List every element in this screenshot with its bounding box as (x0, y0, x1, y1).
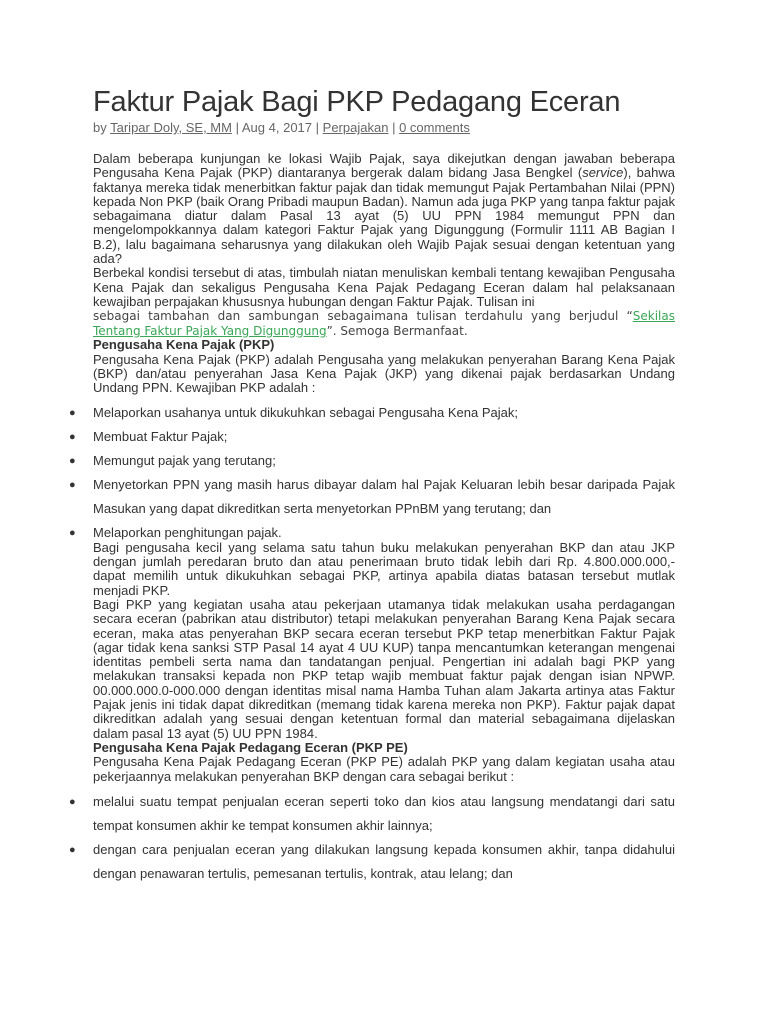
list-item-text: melalui suatu tempat penjualan eceran seperti toko dan kios atau langsung mendatangi dari satu tempat konsumen akhir ke tempat konsumen akhir lainnya; (93, 793, 675, 833)
list-item (69, 525, 675, 541)
meta-by: by (93, 120, 107, 135)
article-meta (93, 120, 675, 136)
list-item-text: Memungut pajak yang terutang; (93, 453, 276, 469)
list-item (69, 790, 675, 838)
paragraph-text: sebagai tambahan dan sambungan sebagaimana tulisan terdahulu yang berjudul “ (93, 309, 633, 324)
paragraph-text: ), bahwa faktanya mereka tidak menerbitkan faktur pajak dan tidak memungut Pajak Pertambahan Nilai (PPN) kepada Non PKP (baik Orang Pribadi maupun Badan). Namun ada juga PKP yang tanpa faktur pajak sebagaimana diatur dalam Pasal 13 ayat (5) UU PPN 1984 memungut PPN dan mengelompokkannya dalam kategori Faktur Pajak yang Digunggung (Formulir 1111 AB Bagian I B.2), lalu bagaimana seharusnya yang dilakukan oleh Wajib Pajak sesuai dengan ketentuan yang ada? (93, 165, 676, 267)
list-item (69, 425, 675, 449)
list-item-text: Membuat Faktur Pajak; (93, 429, 228, 445)
meta-separator: | (235, 120, 239, 135)
list-item (69, 473, 675, 521)
paragraph-intro (93, 152, 675, 266)
paragraph-text: Dalam beberapa kunjungan ke lokasi Wajib Pajak, saya dikejutkan dengan jawaban beberapa Pengusaha Kena Pajak (PKP) diantaranya bergerak dalam bidang Jasa Bengkel ( (93, 151, 675, 181)
paragraph-retail-delivery: Bagi PKP yang kegiatan usaha atau pekerjaan utamanya tidak melakukan usaha perdagangan secara eceran (pabrikan atau distributor) tetapi melakukan penyerahan Barang Kena Pajak secara eceran, maka atas penyerahan BKP secara eceran tersebut PKP tetap menerbitkan Faktur Pajak (agar tidak kena sanksi STP Pasal 14 ayat 4 UU KUP) tanpa mencantumkan keterangan mengenai identitas pembeli serta nama dan tandatangan penjual. Pengertian ini adalah bagi PKP yang melakukan transaksi kepada non PKP tetap wajib membuat faktur pajak dengan isian NPWP. 00.000.000.0-000.000 dengan identitas misal nama Hamba Tuhan alam Jakarta artinya atas Faktur Pajak jenis ini tidak dapat dikreditkan (memang tidak karena mereka non PKP). Faktur pajak dapat dikreditkan adalah yang sesuai dengan ketentuan formal dan material sebagaimana dijelaskan dalam pasal 13 ayat (5) UU PPN 1984. (93, 596, 675, 741)
comments-link[interactable]: 0 comments (399, 120, 470, 135)
bullet-icon: ● (69, 843, 76, 856)
category-link[interactable]: Perpajakan (322, 120, 389, 135)
paragraph-text: ”. Semoga Bermanfaat. (326, 323, 468, 338)
meta-separator: | (315, 120, 320, 135)
bullet-icon: ● (69, 431, 76, 444)
article (69, 84, 676, 886)
list-item-text: Menyetorkan PPN yang masih harus dibayar dalam hal Pajak Keluaran lebih besar daripada Pajak Masukan yang dapat dikreditkan serta menyetorkan PPnBM yang terutang; dan (93, 477, 675, 517)
paragraph-reference (93, 309, 675, 338)
bullet-icon: ● (69, 407, 76, 420)
bullet-icon: ● (69, 795, 76, 808)
author-link[interactable]: Taripar Doly, SE, MM (110, 120, 232, 135)
pkp-pe-conditions-list (69, 790, 675, 886)
paragraph-small-business: Bagi pengusaha kecil yang selama satu tahun buku melakukan penyerahan BKP dan atau JKP dengan jumlah peredaran bruto dan atau penerimaan bruto tidak lebih dari Rp. 4.800.000.000,- dapat memilih untuk dikukuhkan sebagai PKP, artinya apabila diatas batasan tersebut mutlak menjadi PKP. (93, 539, 675, 598)
bullet-icon: ● (69, 479, 76, 492)
article-body (69, 151, 676, 886)
bullet-icon: ● (69, 455, 76, 468)
meta-date: Aug 4, 2017 (241, 120, 313, 135)
paragraph-pkp-definition: Pengusaha Kena Pajak (PKP) adalah Pengusaha yang melakukan penyerahan Barang Kena Pajak (BKP) dan/atau penyerahan Jasa Kena Pajak (JKP) yang dikenai pajak berdasarkan Undang Undang PPN. Kewajiban PKP adalah : (93, 351, 675, 396)
list-item-text: Melaporkan usahanya untuk dikukuhkan sebagai Pengusaha Kena Pajak; (93, 405, 518, 421)
list-item (69, 449, 675, 473)
list-item-text: Melaporkan penghitungan pajak. (93, 525, 282, 541)
pkp-obligations-list (69, 401, 675, 541)
section-heading-pkp-pe: Pengusaha Kena Pajak Pedagang Eceran (PKP PE) (93, 739, 408, 755)
paragraph-pkp-pe-definition: Pengusaha Kena Pajak Pedagang Eceran (PKP PE) adalah PKP yang dalam kegiatan usaha atau pekerjaannya melakukan penyerahan BKP dengan cara sebagai berikut : (93, 754, 675, 784)
list-item (69, 401, 675, 425)
list-item (69, 838, 675, 886)
meta-separator: | (392, 120, 396, 135)
section-heading-pkp: Pengusaha Kena Pajak (PKP) (93, 337, 275, 353)
bullet-icon: ● (69, 527, 76, 540)
related-article-link[interactable]: Sekilas Tentang Faktur Pajak Yang Digunggung (93, 309, 675, 338)
italic-service: service (582, 165, 624, 181)
paragraph-motivation: Berbekal kondisi tersebut di atas, timbulah niatan menuliskan kembali tentang kewajiban Pengusaha Kena Pajak dan sekaligus Pengusaha Kena Pajak Pedagang Eceran dalam hal pelaksanaan kewajiban perpajakan khususnya hubungan dengan Faktur Pajak. Tulisan ini (93, 265, 675, 309)
list-item-text: dengan cara penjualan eceran yang dilakukan langsung kepada konsumen akhir, tanpa didahului dengan penawaran tertulis, pemesanan tertulis, kontrak, atau lelang; dan (93, 841, 675, 881)
article-title: Faktur Pajak Bagi PKP Pedagang Eceran (93, 86, 621, 118)
